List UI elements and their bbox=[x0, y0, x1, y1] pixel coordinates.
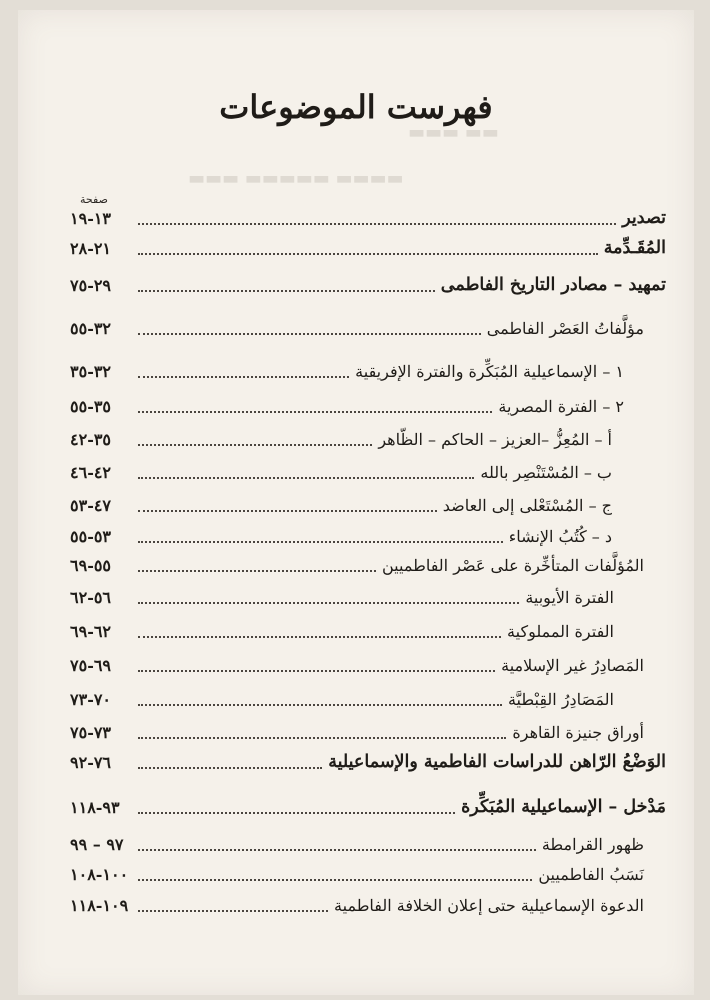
page-range: ١٣-١٩ bbox=[70, 208, 112, 228]
table-of-contents bbox=[18, 10, 694, 995]
toc-entry[interactable] bbox=[70, 203, 666, 233]
dot-leader bbox=[138, 624, 501, 638]
page-range: ٧٠-٧٣ bbox=[70, 689, 112, 709]
dot-leader bbox=[138, 590, 519, 604]
toc-entry[interactable] bbox=[70, 717, 644, 747]
dot-leader bbox=[138, 755, 322, 769]
dot-leader bbox=[138, 465, 474, 479]
entry-title: المُقَـدِّمة bbox=[603, 238, 666, 258]
entry-title: مَدْخل – الإسماعيلية المُبَكِّرة bbox=[461, 797, 666, 817]
entry-title: ظهور القرامطة bbox=[541, 834, 644, 854]
page-range: ٧٣-٧٥ bbox=[70, 722, 112, 742]
entry-title: المُؤلَّفات المتأخِّرة على عَصْر الفاطميين bbox=[382, 555, 644, 575]
dot-leader bbox=[138, 321, 481, 335]
entry-title: الوَضْعُ الرّاهن للدراسات الفاطمية والإسماعيلية bbox=[328, 752, 666, 772]
page-range: ٣٥-٥٥ bbox=[70, 396, 112, 416]
page-range: ٥٣-٥٥ bbox=[70, 526, 112, 546]
dot-leader bbox=[138, 692, 502, 706]
toc-entry[interactable] bbox=[70, 890, 644, 920]
page-range: ٩٧ – ٩٩ bbox=[70, 834, 124, 854]
toc-entry[interactable] bbox=[70, 457, 612, 487]
dot-leader bbox=[138, 278, 435, 292]
toc-entry[interactable] bbox=[70, 490, 612, 520]
entry-title: المَصادِرُ غير الإسلامية bbox=[501, 655, 644, 675]
dot-leader bbox=[138, 867, 532, 881]
entry-title: أ – المُعِزُّ –العزيز – الحاكم – الظّاهر bbox=[378, 429, 612, 449]
dot-leader bbox=[138, 211, 616, 225]
dot-leader bbox=[138, 364, 349, 378]
toc-entry[interactable] bbox=[70, 233, 666, 263]
book-page bbox=[18, 10, 694, 995]
entry-title: ج – المُسْتَعْلى إلى العاضد bbox=[442, 495, 612, 515]
toc-entry[interactable] bbox=[70, 859, 644, 889]
entry-title: المَصَادِرُ القِبْطيَّة bbox=[507, 689, 614, 709]
toc-entry[interactable] bbox=[70, 582, 614, 612]
toc-entry[interactable] bbox=[70, 684, 614, 714]
page-title: فهرست الموضوعات bbox=[219, 88, 493, 126]
toc-entry[interactable] bbox=[70, 650, 644, 680]
dot-leader bbox=[138, 529, 503, 543]
entry-title: الفترة الأيوبية bbox=[525, 587, 614, 607]
bleed-through-text: ▬▬▬▬ ▬▬▬▬▬ ▬▬▬ bbox=[188, 168, 404, 189]
dot-leader bbox=[138, 432, 372, 446]
toc-entry[interactable] bbox=[70, 792, 666, 822]
page-range: ٤٧-٥٣ bbox=[70, 495, 112, 515]
page-range: ٩٣-١١٨ bbox=[70, 797, 120, 817]
page-range: ٥٦-٦٢ bbox=[70, 587, 112, 607]
dot-leader bbox=[138, 725, 506, 739]
toc-entry[interactable] bbox=[70, 313, 644, 343]
toc-entry[interactable] bbox=[70, 521, 612, 551]
entry-title: ب – المُسْتَنْصِر بالله bbox=[480, 462, 612, 482]
toc-entry[interactable] bbox=[70, 550, 644, 580]
dot-leader bbox=[138, 498, 437, 512]
entry-title: ٢ – الفترة المصرية bbox=[498, 396, 624, 416]
page-range: ٦٢-٦٩ bbox=[70, 621, 112, 641]
page-range: ٥٥-٦٩ bbox=[70, 555, 112, 575]
dot-leader bbox=[138, 658, 495, 672]
entry-title: أوراق جنيزة القاهرة bbox=[512, 722, 644, 742]
page-range: ٢٩-٧٥ bbox=[70, 275, 112, 295]
page-range: ٧٦-٩٢ bbox=[70, 752, 112, 772]
toc-entry[interactable] bbox=[70, 747, 666, 777]
entry-title: ١ – الإسماعيلية المُبَكِّرة والفترة الإفريقية bbox=[355, 361, 624, 381]
toc-entry[interactable] bbox=[70, 424, 612, 454]
page-range: ٦٩-٧٥ bbox=[70, 655, 112, 675]
dot-leader bbox=[138, 241, 598, 255]
toc-entry[interactable] bbox=[70, 829, 644, 859]
toc-entry[interactable] bbox=[70, 616, 614, 646]
toc-entry[interactable] bbox=[70, 270, 666, 300]
entry-title: مؤلَّفاتُ العَصْر الفاطمى bbox=[486, 318, 644, 338]
dot-leader bbox=[138, 898, 328, 912]
dot-leader bbox=[138, 800, 455, 814]
page-range: ٤٢-٤٦ bbox=[70, 462, 112, 482]
dot-leader bbox=[138, 837, 536, 851]
page-range: ١٠٠-١٠٨ bbox=[70, 864, 129, 884]
entry-title: تصدير bbox=[622, 208, 666, 228]
page-range: ٣٢-٥٥ bbox=[70, 318, 112, 338]
dot-leader bbox=[138, 399, 492, 413]
entry-title: تمهيد – مصادر التاريخ الفاطمى bbox=[440, 275, 666, 295]
page-range: ٣٥-٤٢ bbox=[70, 429, 112, 449]
entry-title: د – كُتُبُ الإنشاء bbox=[508, 526, 612, 546]
entry-title: الدعوة الإسماعيلية حتى إعلان الخلافة الفاطمية bbox=[334, 895, 644, 915]
bleed-through-text: ▬▬ ▬▬▬ bbox=[408, 122, 499, 143]
page-range: ٣٢-٣٥ bbox=[70, 361, 112, 381]
page-range: ٢١-٢٨ bbox=[70, 238, 112, 258]
toc-entry[interactable] bbox=[70, 391, 624, 421]
toc-entry[interactable] bbox=[70, 356, 624, 386]
entry-title: نَسَبُ الفاطميين bbox=[538, 864, 644, 884]
page-range: ١٠٩-١١٨ bbox=[70, 895, 129, 915]
dot-leader bbox=[138, 558, 376, 572]
page-column-label: صفحة bbox=[80, 193, 108, 206]
entry-title: الفترة المملوكية bbox=[507, 621, 614, 641]
